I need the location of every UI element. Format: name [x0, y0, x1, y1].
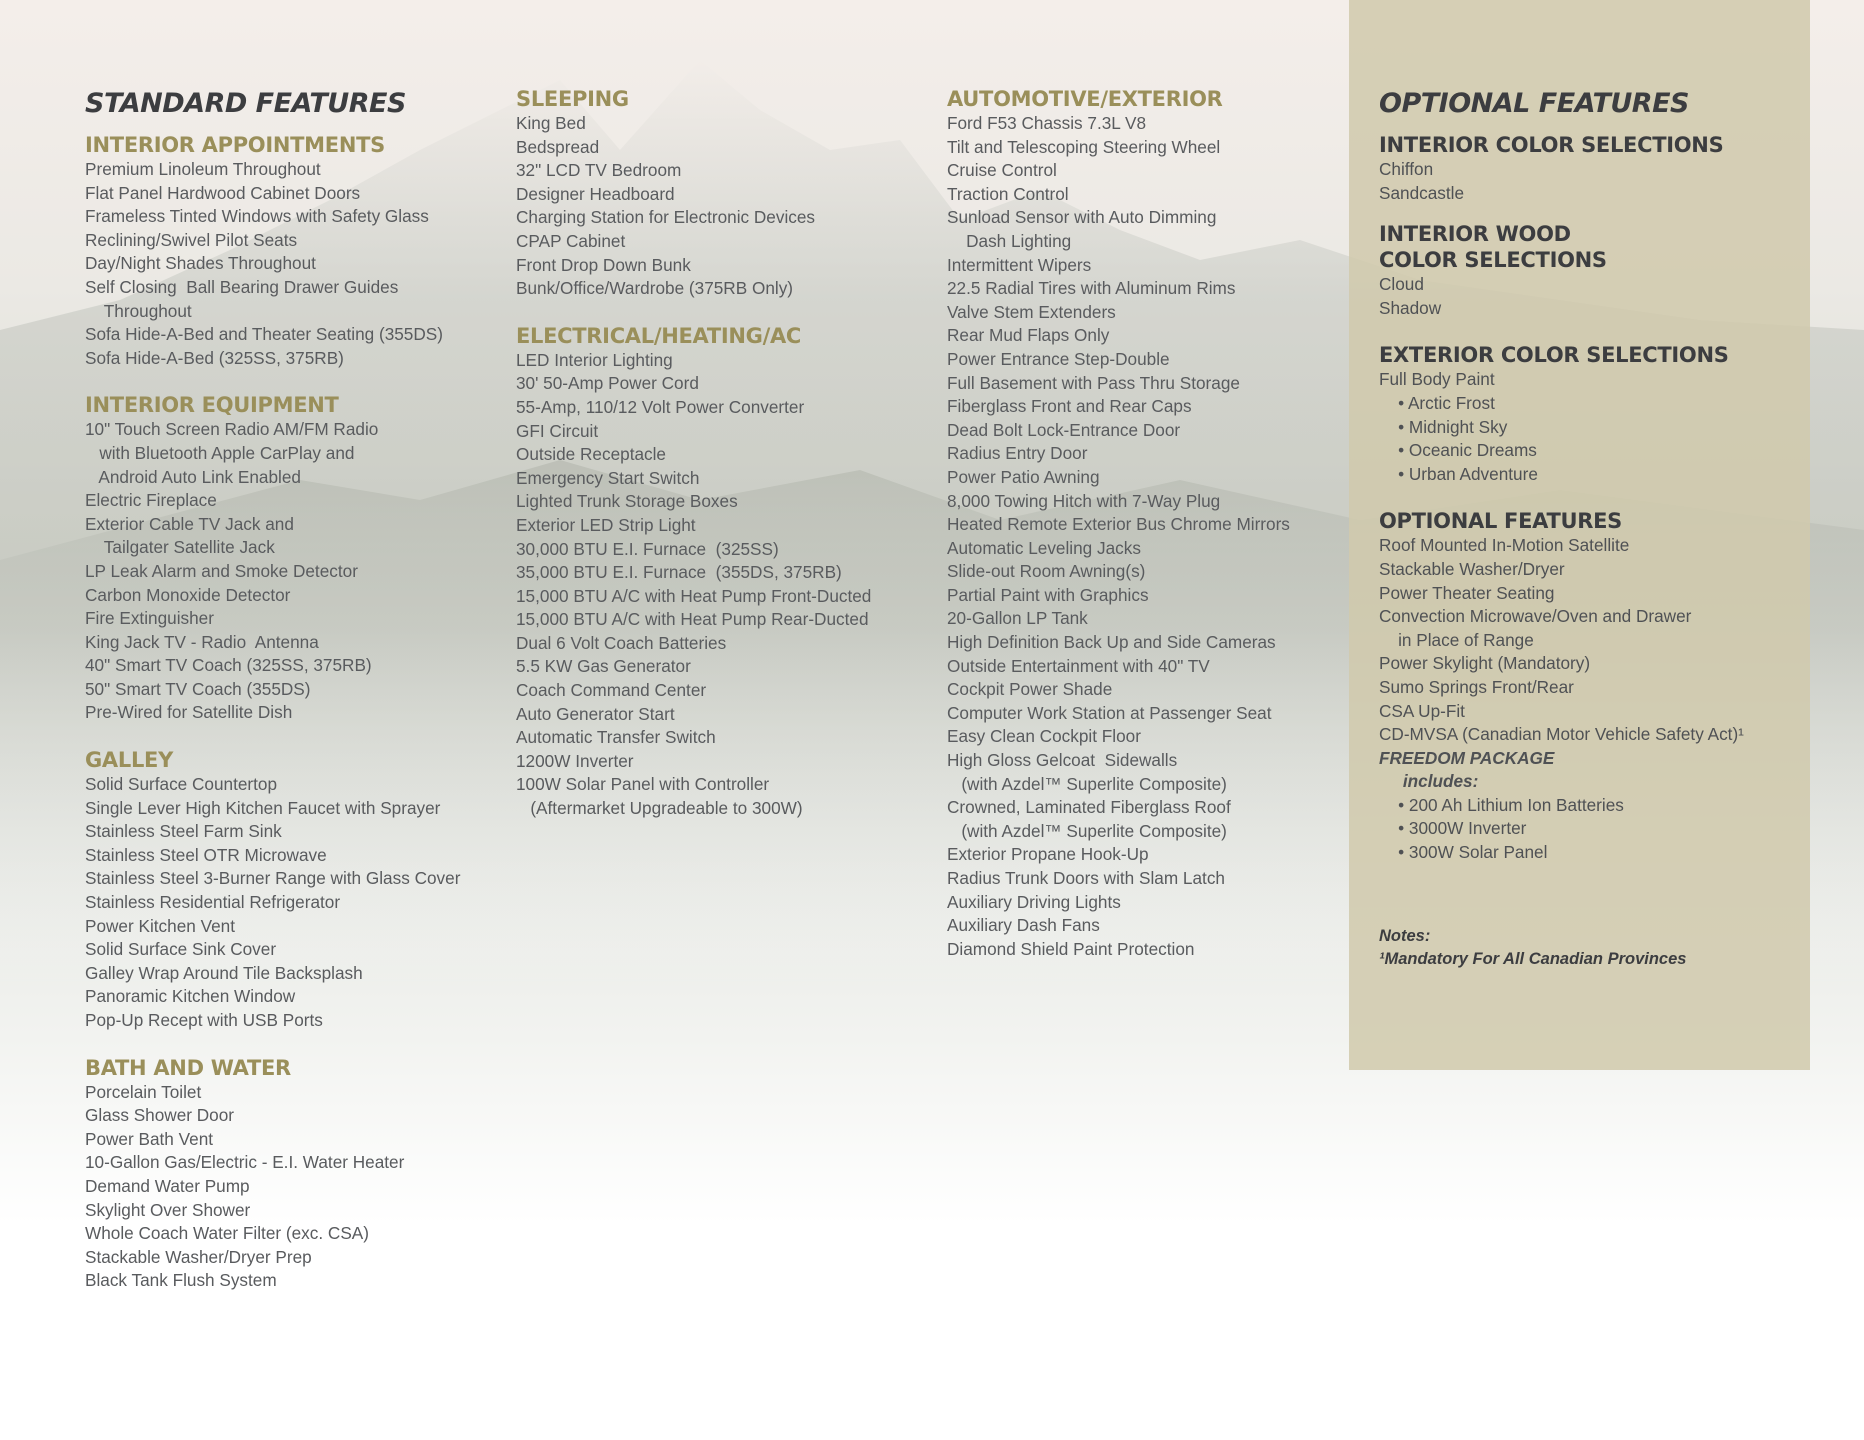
list-item: Intermittent Wipers	[947, 254, 1092, 275]
list-item: Power Theater Seating	[1379, 582, 1555, 603]
list-item: Emergency Start Switch	[516, 467, 700, 488]
list-item: 30' 50-Amp Power Cord	[516, 373, 699, 394]
list-item: (with Azdel™ Superlite Composite)	[947, 773, 1227, 794]
list-item: Sunload Sensor with Auto Dimming	[947, 207, 1217, 228]
list-item: 35,000 BTU E.I. Furnace (355DS, 375RB)	[516, 562, 842, 583]
list-item: • Arctic Frost	[1379, 392, 1495, 413]
list-item: Cruise Control	[947, 160, 1057, 181]
standard-features-column	[85, 86, 505, 1315]
list-item: 50" Smart TV Coach (355DS)	[85, 678, 311, 699]
list-item: Flat Panel Hardwood Cabinet Doors	[85, 182, 361, 203]
list-item: Chiffon	[1379, 159, 1434, 179]
list-item: Full Basement with Pass Thru Storage	[947, 372, 1240, 393]
list-item: Automatic Leveling Jacks	[947, 537, 1141, 558]
list-item: LED Interior Lighting	[516, 349, 673, 370]
list-item: Auxiliary Dash Fans	[947, 915, 1100, 936]
list-item: • Oceanic Dreams	[1379, 440, 1537, 461]
list-item: Solid Surface Sink Cover	[85, 939, 277, 960]
list-item: Front Drop Down Bunk	[516, 254, 691, 275]
bath-and-water-list	[85, 1081, 505, 1293]
list-item: Radius Entry Door	[947, 443, 1088, 464]
list-item: Premium Linoleum Throughout	[85, 159, 321, 179]
list-item: Self Closing Ball Bearing Drawer Guides	[85, 276, 399, 297]
list-item: CSA Up-Fit	[1379, 700, 1465, 721]
list-item: Full Body Paint	[1379, 369, 1495, 390]
list-item: Tailgater Satellite Jack	[85, 537, 275, 558]
list-item: Convection Microwave/Oven and Drawer	[1379, 606, 1692, 627]
list-item: Diamond Shield Paint Protection	[947, 938, 1195, 959]
notes-text: ¹Mandatory For All Canadian Provinces	[1379, 950, 1687, 969]
list-item: Stainless Steel OTR Microwave	[85, 844, 327, 865]
list-item: Stackable Washer/Dryer	[1379, 558, 1565, 579]
list-item: Electric Fireplace	[85, 490, 217, 511]
list-item: Outside Receptacle	[516, 444, 666, 465]
list-item: Sandcastle	[1379, 182, 1465, 203]
list-item: Stainless Residential Refrigerator	[85, 892, 341, 913]
list-item: Easy Clean Cockpit Floor	[947, 726, 1141, 747]
automotive-exterior-list	[947, 112, 1347, 961]
list-item: in Place of Range	[1379, 629, 1534, 650]
freedom-package-title: FREEDOM PACKAGE	[1379, 747, 1555, 768]
bath-and-water-heading: BATH AND WATER	[85, 1055, 291, 1080]
sleeping-electrical-column	[516, 86, 936, 843]
list-item: 15,000 BTU A/C with Heat Pump Rear-Ducted	[516, 609, 869, 630]
list-item: Carbon Monoxide Detector	[85, 584, 291, 605]
electrical-list	[516, 349, 936, 821]
list-item: 100W Solar Panel with Controller	[516, 774, 770, 795]
optional-features-title: OPTIONAL FEATURES	[1379, 88, 1689, 119]
exterior-color-list	[1379, 368, 1779, 486]
automotive-exterior-heading: AUTOMOTIVE/EXTERIOR	[947, 87, 1223, 111]
list-item: Bunk/Office/Wardrobe (375RB Only)	[516, 278, 794, 299]
list-item: 5.5 KW Gas Generator	[516, 656, 691, 677]
list-item: 1200W Inverter	[516, 750, 634, 771]
list-item: Power Bath Vent	[85, 1128, 214, 1149]
list-item: Fiberglass Front and Rear Caps	[947, 396, 1192, 417]
list-item: Black Tank Flush System	[85, 1270, 277, 1291]
interior-color-list	[1379, 158, 1779, 205]
list-item: Fire Extinguisher	[85, 608, 214, 629]
list-item: Skylight Over Shower	[85, 1199, 251, 1220]
list-item: Power Kitchen Vent	[85, 915, 236, 936]
list-item: Android Auto Link Enabled	[85, 466, 301, 487]
optional-features-column	[1379, 86, 1779, 972]
list-item: • Midnight Sky	[1379, 416, 1508, 437]
interior-color-heading: INTERIOR COLOR SELECTIONS	[1379, 133, 1724, 157]
list-item: Designer Headboard	[516, 183, 675, 204]
list-item: Frameless Tinted Windows with Safety Glass	[85, 206, 429, 227]
list-item: Solid Surface Countertop	[85, 774, 278, 795]
list-item: (Aftermarket Upgradeable to 300W)	[516, 798, 803, 819]
list-item: 32" LCD TV Bedroom	[516, 160, 682, 181]
list-item: Lighted Trunk Storage Boxes	[516, 491, 738, 512]
list-item: 10-Gallon Gas/Electric - E.I. Water Heater	[85, 1152, 405, 1173]
list-item: King Jack TV - Radio Antenna	[85, 631, 319, 652]
list-item: Shadow	[1379, 297, 1442, 318]
list-item: Reclining/Swivel Pilot Seats	[85, 229, 298, 250]
list-item: Whole Coach Water Filter (exc. CSA)	[85, 1223, 369, 1244]
sleeping-list	[516, 112, 936, 301]
freedom-package-includes: includes:	[1379, 771, 1479, 792]
list-item: Cockpit Power Shade	[947, 679, 1113, 700]
list-item: 8,000 Towing Hitch with 7-Way Plug	[947, 490, 1221, 511]
list-item: Auxiliary Driving Lights	[947, 891, 1121, 912]
list-item: Throughout	[85, 300, 192, 321]
list-item: Exterior LED Strip Light	[516, 514, 696, 535]
list-item: Power Skylight (Mandatory)	[1379, 653, 1591, 674]
wood-color-heading-line2: COLOR SELECTIONS	[1379, 248, 1607, 273]
list-item: with Bluetooth Apple CarPlay and	[85, 442, 355, 463]
list-item: Auto Generator Start	[516, 703, 675, 724]
notes-block	[1379, 925, 1779, 972]
list-item: Porcelain Toilet	[85, 1081, 202, 1102]
list-item: 20-Gallon LP Tank	[947, 608, 1088, 629]
list-item: Radius Trunk Doors with Slam Latch	[947, 868, 1225, 888]
list-item: Stainless Steel Farm Sink	[85, 821, 282, 842]
exterior-color-heading: EXTERIOR COLOR SELECTIONS	[1379, 343, 1729, 368]
list-item: Valve Stem Extenders	[947, 301, 1116, 322]
list-item: Crowned, Laminated Fiberglass Roof	[947, 797, 1231, 818]
list-item: Ford F53 Chassis 7.3L V8	[947, 113, 1147, 133]
list-item: Roof Mounted In-Motion Satellite	[1379, 535, 1630, 556]
list-item: Day/Night Shades Throughout	[85, 253, 316, 274]
list-item: Demand Water Pump	[85, 1175, 250, 1196]
list-item: CD-MVSA (Canadian Motor Vehicle Safety Act)¹	[1379, 724, 1744, 745]
list-item: Sofa Hide-A-Bed and Theater Seating (355DS)	[85, 324, 443, 345]
list-item: • 3000W Inverter	[1379, 818, 1527, 839]
list-item: Galley Wrap Around Tile Backsplash	[85, 962, 363, 983]
list-item: Heated Remote Exterior Bus Chrome Mirrors	[947, 514, 1290, 535]
list-item: Cloud	[1379, 274, 1424, 295]
list-item: • 300W Solar Panel	[1379, 842, 1548, 863]
list-item: Glass Shower Door	[85, 1105, 235, 1126]
list-item: Pre-Wired for Satellite Dish	[85, 702, 293, 723]
list-item: High Gloss Gelcoat Sidewalls	[947, 750, 1178, 771]
list-item: Power Patio Awning	[947, 466, 1100, 487]
list-item: 55-Amp, 110/12 Volt Power Converter	[516, 396, 805, 417]
list-item: CPAP Cabinet	[516, 230, 626, 251]
galley-heading: GALLEY	[85, 748, 174, 773]
list-item: LP Leak Alarm and Smoke Detector	[85, 560, 358, 581]
optional-features-heading: OPTIONAL FEATURES	[1379, 509, 1622, 534]
list-item: High Definition Back Up and Side Cameras	[947, 632, 1276, 653]
optional-features-list	[1379, 534, 1779, 864]
wood-color-heading-line1: INTERIOR WOOD	[1379, 222, 1571, 247]
list-item: Charging Station for Electronic Devices	[516, 207, 816, 228]
galley-list	[85, 773, 505, 1033]
list-item: 40" Smart TV Coach (325SS, 375RB)	[85, 655, 372, 676]
notes-label: Notes:	[1379, 926, 1431, 945]
list-item: Partial Paint with Graphics	[947, 584, 1149, 605]
interior-equipment-heading: INTERIOR EQUIPMENT	[85, 393, 339, 418]
list-item: Sumo Springs Front/Rear	[1379, 676, 1574, 697]
list-item: Stackable Washer/Dryer Prep	[85, 1246, 312, 1267]
electrical-heading: ELECTRICAL/HEATING/AC	[516, 323, 802, 348]
list-item: Sofa Hide-A-Bed (325SS, 375RB)	[85, 347, 344, 368]
list-item: King Bed	[516, 113, 586, 133]
automotive-exterior-column	[947, 86, 1347, 983]
list-item: Dead Bolt Lock-Entrance Door	[947, 419, 1181, 440]
interior-appointments-list	[85, 158, 505, 370]
list-item: Bedspread	[516, 136, 600, 157]
list-item: Rear Mud Flaps Only	[947, 325, 1110, 346]
wood-color-list	[1379, 273, 1779, 320]
list-item: • 200 Ah Lithium Ion Batteries	[1379, 794, 1624, 815]
list-item: Pop-Up Recept with USB Ports	[85, 1010, 323, 1030]
list-item: Outside Entertainment with 40" TV	[947, 655, 1210, 676]
list-item: GFI Circuit	[516, 420, 599, 441]
list-item: Panoramic Kitchen Window	[85, 986, 296, 1007]
list-item: Computer Work Station at Passenger Seat	[947, 702, 1272, 723]
list-item: Exterior Propane Hook-Up	[947, 844, 1149, 865]
list-item: Slide-out Room Awning(s)	[947, 561, 1146, 582]
list-item: 15,000 BTU A/C with Heat Pump Front-Ducted	[516, 585, 872, 606]
list-item: 30,000 BTU E.I. Furnace (325SS)	[516, 538, 779, 559]
standard-features-title: STANDARD FEATURES	[85, 88, 406, 119]
list-item: Dual 6 Volt Coach Batteries	[516, 632, 727, 653]
list-item: • Urban Adventure	[1379, 463, 1538, 484]
list-item: Automatic Transfer Switch	[516, 727, 716, 748]
interior-appointments-heading: INTERIOR APPOINTMENTS	[85, 133, 385, 157]
list-item: Tilt and Telescoping Steering Wheel	[947, 136, 1221, 157]
list-item: Stainless Steel 3-Burner Range with Glass Cover	[85, 868, 461, 889]
list-item: (with Azdel™ Superlite Composite)	[947, 820, 1227, 841]
list-item: Exterior Cable TV Jack and	[85, 513, 294, 534]
sleeping-heading: SLEEPING	[516, 87, 629, 111]
list-item: Single Lever High Kitchen Faucet with Sprayer	[85, 797, 441, 818]
list-item: Power Entrance Step-Double	[947, 348, 1170, 369]
list-item: Traction Control	[947, 183, 1069, 204]
list-item: Coach Command Center	[516, 680, 707, 701]
interior-equipment-list	[85, 418, 505, 725]
list-item: 10" Touch Screen Radio AM/FM Radio	[85, 419, 379, 440]
list-item: 22.5 Radial Tires with Aluminum Rims	[947, 278, 1236, 299]
list-item: Dash Lighting	[947, 230, 1072, 251]
